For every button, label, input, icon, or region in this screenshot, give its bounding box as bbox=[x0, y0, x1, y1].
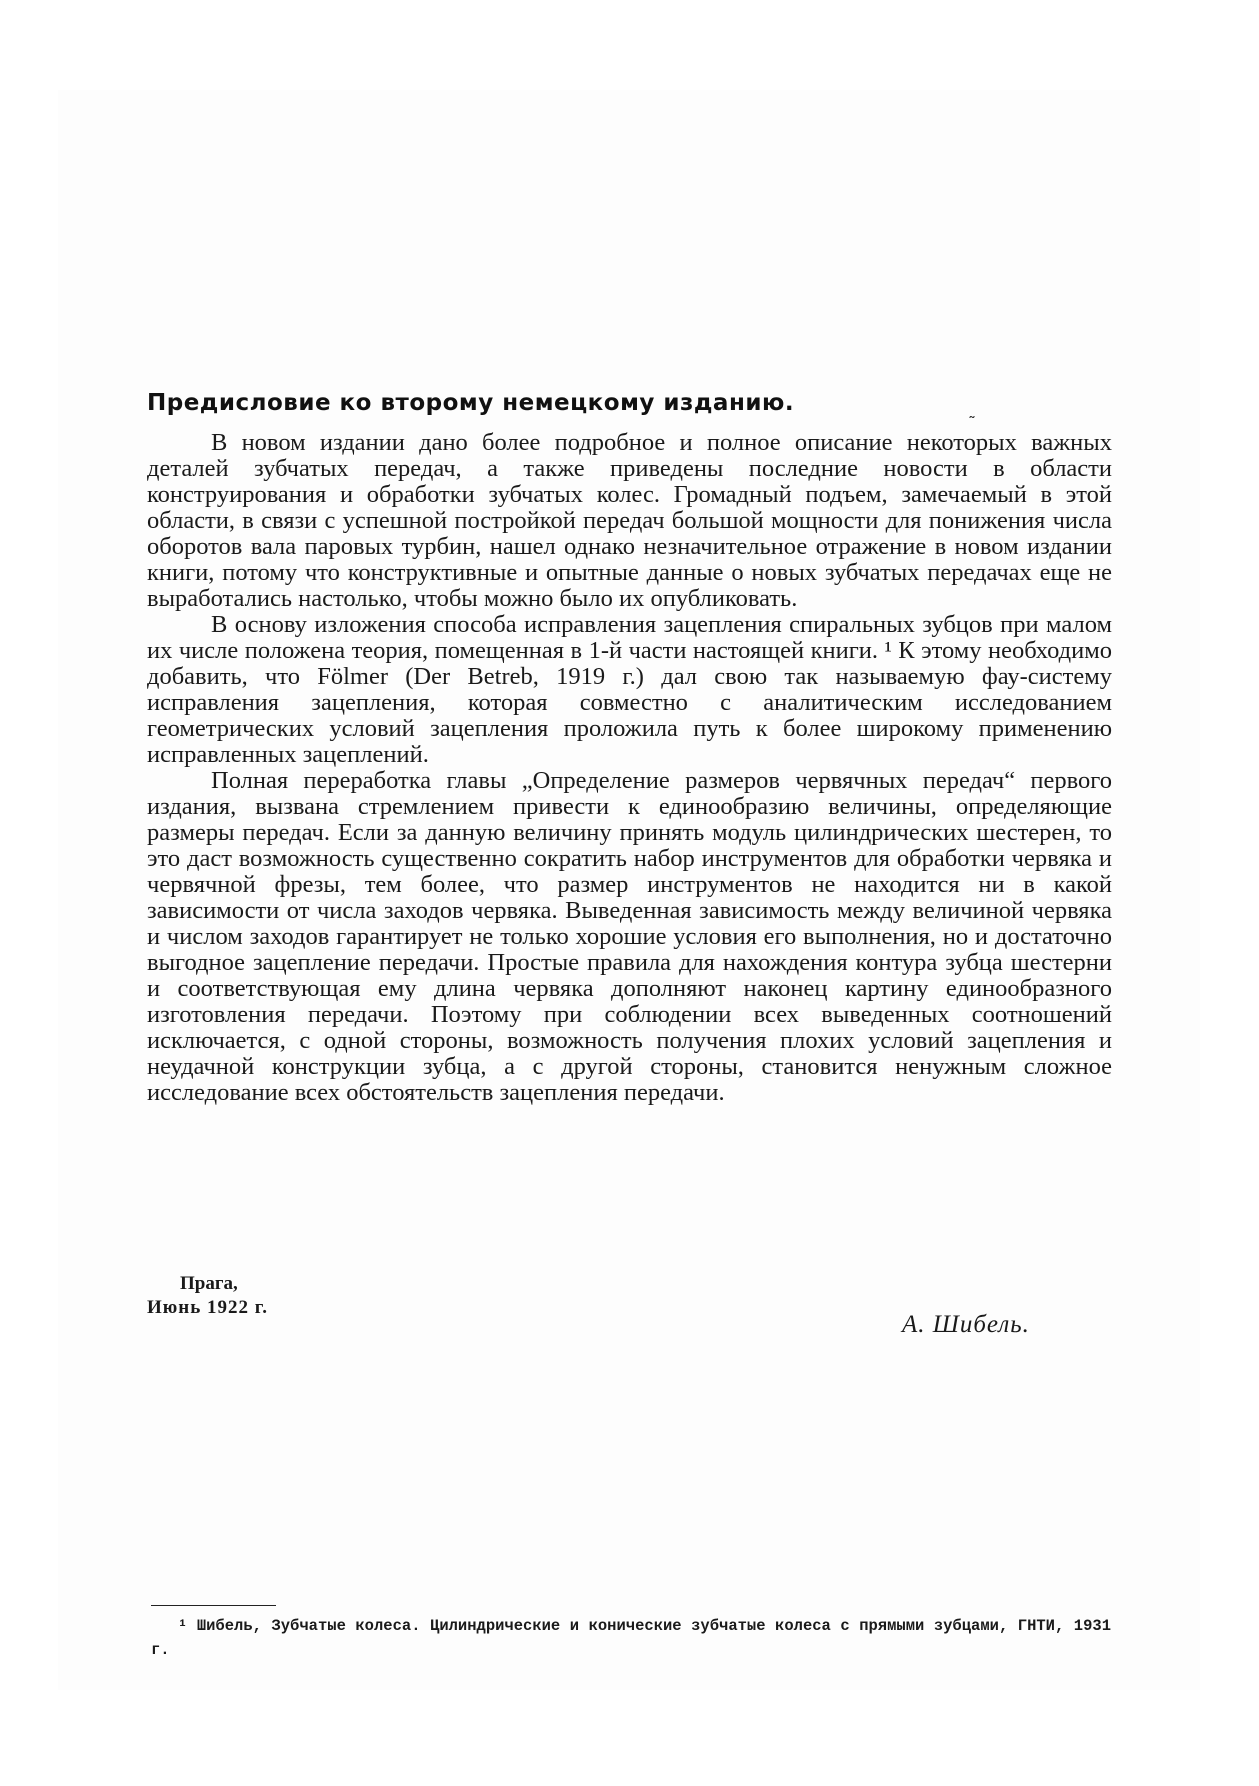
signature-author: А. Шибель. bbox=[902, 1311, 1030, 1338]
preface-body bbox=[147, 430, 1112, 1106]
paragraph-3: Полная переработка главы „Определение размеров червячных передач“ первого издания, вызвана стремлением привести к единообразию величины, определяющие размеры передач. Если за данную величину принять модуль цилиндрических шестерен, то это даст возможность существенно сократить набор инструментов для обработки червяка и червячной фрезы, тем более, что размер инструментов не находится ни в какой зависимости от числа заходов червяка. Выведенная зависимость между величиной червяка и числом заходов гарантирует не только хорошие условия его выполнения, но и достаточно выгодное зацепление передачи. Простые правила для нахождения контура зубца шестерни и соответствующая ему длина червяка дополняют наконец картину единообразного изготовления передачи. Поэтому при соблюдении всех выведенных соотношений исключается, с одной стороны, возможность получения плохих условий зацепления и неудачной конструкции зубца, а с другой стороны, становится ненужным сложное исследование всех обстоятельств зацепления передачи. bbox=[147, 767, 1112, 1106]
signature-date: Июнь 1922 г. bbox=[147, 1297, 269, 1318]
signature-place: Прага, bbox=[180, 1273, 238, 1294]
footnote-divider bbox=[151, 1605, 276, 1606]
section-heading: Предисловие ко второму немецкому изданию. bbox=[147, 390, 795, 416]
paragraph-2: В основу изложения способа исправления зацепления спиральных зубцов при малом их числе положена теория, помещенная в 1-й части настоящей книги. ¹ К этому необходимо добавить, что Fölmer (Der Betreb, 1919 г.) дал свою так называемую фау-систему исправления зацепления, которая совместно с аналитическим исследованием геометрических условий зацепления проложила путь к более широкому применению исправленных зацеплений. bbox=[147, 611, 1112, 768]
heading-mark: ˷ bbox=[968, 400, 976, 419]
paragraph-1: В новом издании дано более подробное и полное описание некоторых важных деталей зубчатых передач, а также приведены последние новости в области конструирования и обработки зубчатых колес. Громадный подъем, замечаемый в этой области, в связи с успешной постройкой передач большой мощности для понижения числа оборотов вала паровых турбин, нашел однако незначительное отражение в новом издании книги, потому что конструктивные и опытные данные о новых зубчатых передачах еще не выработались настолько, чтобы можно было их опубликовать. bbox=[147, 429, 1112, 612]
footnote bbox=[151, 1614, 1111, 1662]
footnote-text: ¹ Шибель, Зубчатые колеса. Цилиндрические и конические зубчатые колеса с прямыми зубцами, ГНТИ, 1931 г. bbox=[151, 1617, 1111, 1659]
